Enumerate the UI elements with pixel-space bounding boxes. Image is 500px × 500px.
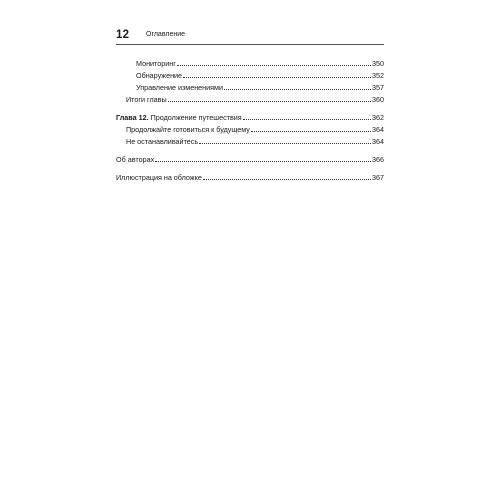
leader-dots xyxy=(177,59,371,66)
page-header xyxy=(116,30,386,44)
leader-dots xyxy=(199,137,371,144)
leader-dots xyxy=(168,95,371,102)
page-number: 12 xyxy=(116,29,130,41)
toc-entry-page: 364 xyxy=(372,137,384,146)
toc-entry-page: 367 xyxy=(372,173,384,182)
toc-entry-page: 360 xyxy=(372,95,384,104)
toc-entry-page: 364 xyxy=(372,125,384,134)
toc-entry-label: Управление изменениями xyxy=(136,83,224,92)
toc-entry-page: 350 xyxy=(372,59,384,68)
toc-entry-label: Иллюстрация на обложке xyxy=(116,173,202,182)
toc-entry-label: Продолжение путешествия xyxy=(150,113,242,122)
toc-entry-page: 357 xyxy=(372,83,384,92)
toc-entry-page: 352 xyxy=(372,71,384,80)
running-title: Оглавление xyxy=(146,31,186,38)
leader-dots xyxy=(243,113,371,120)
toc-entry-page: 362 xyxy=(372,113,384,122)
toc-entry-keep-preparing xyxy=(126,124,384,135)
toc-entry-monitoring xyxy=(136,58,384,69)
toc-entry-dont-stop xyxy=(126,136,384,147)
toc-entry-change-management xyxy=(136,82,384,93)
toc-entry-label: Не останавливайтесь xyxy=(126,137,199,146)
toc-entry-label: Мониторинг xyxy=(136,59,176,68)
toc-entry-chapter-12 xyxy=(116,112,384,123)
toc-chapter-heading xyxy=(116,112,242,123)
header-rule xyxy=(116,44,384,45)
toc-entry-page: 366 xyxy=(372,155,384,164)
leader-dots xyxy=(224,83,371,90)
toc-entry-cover-illustration xyxy=(116,172,384,183)
leader-dots xyxy=(251,125,371,132)
leader-dots xyxy=(155,155,371,162)
toc-entry-about-authors xyxy=(116,154,384,165)
toc-entry-label: Об авторах xyxy=(116,155,155,164)
chapter-number: Глава 12. xyxy=(116,113,149,122)
leader-dots xyxy=(183,71,371,78)
toc-entry-label: Продолжайте готовиться к будущему xyxy=(126,125,250,134)
toc-entry-chapter-summary xyxy=(126,94,384,105)
toc-entry-label: Итоги главы xyxy=(126,95,167,104)
toc-entry-label: Обнаружение xyxy=(136,71,183,80)
toc-entry-detection xyxy=(136,70,384,81)
leader-dots xyxy=(203,173,371,180)
